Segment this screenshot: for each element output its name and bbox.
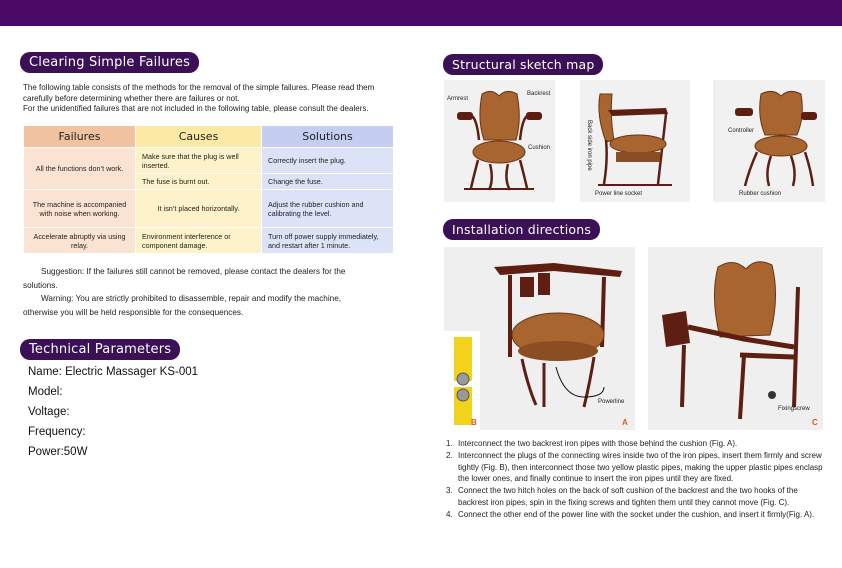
sketch-back-view (713, 80, 825, 202)
failure-cell: All the functions don’t work. (24, 148, 136, 190)
label-power-socket: Power line socket (595, 191, 643, 197)
cause-cell: It isn’t placed horizontally. (136, 190, 262, 228)
warning-line-1: Warning: You are strictly prohibited to disassemble, repair and modify the machine, (41, 294, 342, 303)
sketch-front-view (444, 80, 555, 202)
label-fixingscrew: Fixingscrew (778, 406, 810, 412)
solution-cell: Correctly insert the plug. (262, 148, 394, 174)
chair-back-illustration (713, 80, 825, 202)
param-frequency: Frequency: (28, 426, 86, 438)
list-item (446, 509, 826, 521)
intro-text (23, 83, 413, 115)
param-name: Name: Electric Massager KS-001 (28, 366, 199, 378)
label-back-iron: Back side iron pipe (586, 120, 592, 171)
cause-cell: Make sure that the plug is well inserted. (136, 148, 262, 174)
failure-cell: Accelerate abruptly via using relay. (24, 228, 136, 254)
sketch-side-view (580, 80, 690, 202)
section-title-clearing: Clearing Simple Failures (20, 52, 199, 73)
figure-label-a: A (622, 418, 628, 427)
step-number: 3. (446, 486, 453, 496)
table-row (24, 190, 394, 228)
intro-line-1: The following table consists of the methods for the removal of the simple failures. Please read them (23, 83, 375, 92)
solution-cell: Adjust the rubber cushion and calibrating the level. (262, 190, 394, 228)
label-armrest: Armrest (447, 96, 468, 102)
notes-block (23, 265, 403, 319)
intro-line-2: carefully before determining whether there are failures or not. (23, 93, 240, 103)
section-title-technical: Technical Parameters (20, 339, 180, 360)
solution-cell: Turn off power supply immediately, and restart after 1 minute. (262, 228, 394, 254)
list-item (446, 438, 826, 450)
installation-steps (446, 438, 826, 521)
table-row (24, 228, 394, 254)
step-text: Interconnect the two backrest iron pipes with those behind the cushion (Fig. A). (458, 439, 738, 448)
section-title-sketch: Structural sketch map (443, 54, 603, 75)
label-backrest: Backrest (527, 91, 551, 97)
figure-label-c: C (812, 418, 818, 427)
table-row (24, 148, 394, 174)
suggestion-line-2: solutions. (23, 280, 58, 290)
step-text: Connect the other end of the power line with the socket under the cushion, and insert it firmly(Fig. A). (458, 509, 815, 519)
step-text: Interconnect the plugs of the connecting wires inside two of the iron pipes, insert them firmly and screw tightly (Fig. B), then interconnect those two yellow plastic pipes, making the upper plastic pipes enclasp the lower ones, and finally continue to insert the iron pipes until they are fixed. (458, 450, 823, 484)
label-cushion: Cushion (528, 145, 551, 151)
backrest-hook-illustration (648, 247, 823, 430)
top-banner (0, 0, 842, 26)
list-item (446, 485, 826, 509)
param-model: Model: (28, 386, 63, 398)
table-header-row (24, 126, 394, 148)
label-controller: Controller (728, 128, 755, 134)
failures-table (23, 125, 394, 254)
failure-cell: The machine is accompanied with noise when working. (24, 190, 136, 228)
list-item (446, 450, 826, 485)
param-voltage: Voltage: (28, 406, 70, 418)
chair-side-illustration (580, 80, 690, 202)
step-number: 2. (446, 450, 453, 460)
label-powerline: Powerline (598, 399, 625, 405)
cause-cell: The fuse is burnt out. (136, 174, 262, 190)
solution-cell: Change the fuse. (262, 174, 394, 190)
install-figure-a (444, 247, 635, 430)
step-number: 1. (446, 439, 453, 448)
step-number: 4. (446, 509, 453, 519)
warning-line-2: otherwise you will be held responsible for the consequences. (23, 307, 244, 317)
suggestion-line-1: Suggestion: If the failures still cannot be removed, please contact the dealers for the (41, 267, 346, 276)
intro-line-3: For the unidentified failures that are not included in the following table, please consult the dealers. (23, 104, 369, 113)
param-power: Power:50W (28, 446, 88, 458)
header-solutions: Solutions (262, 126, 394, 148)
install-figure-c (648, 247, 823, 430)
header-failures: Failures (24, 126, 136, 148)
step-text: Connect the two hitch holes on the back of soft cushion of the backrest and the two hooks of the backrest iron pipes, spin in the fixing screws and tighten them until they cannot move (Fig. C). (458, 486, 798, 507)
cause-cell: Environment interference or component damage. (136, 228, 262, 254)
header-causes: Causes (136, 126, 262, 148)
figure-label-b: B (471, 418, 477, 427)
label-rubber-cushion: Rubber cushion (739, 191, 782, 197)
section-title-install: Installation directions (443, 219, 600, 240)
